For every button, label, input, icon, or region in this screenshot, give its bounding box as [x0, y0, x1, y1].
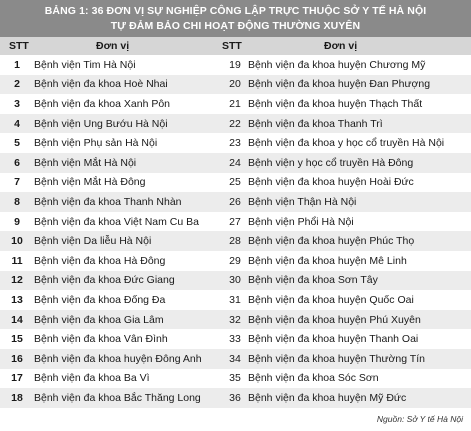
table-row — [0, 329, 471, 349]
column-header-unit-2: Đơn vị — [324, 40, 358, 52]
row-number: 20 — [222, 75, 248, 95]
unit-name: Bệnh viện đa khoa Đức Giang — [34, 271, 222, 291]
table-row — [0, 173, 471, 193]
row-number: 28 — [222, 231, 248, 251]
unit-name: Bệnh viện đa khoa Hà Đông — [34, 251, 222, 271]
unit-name: Bệnh viện đa khoa huyện Thanh Oai — [248, 329, 471, 349]
row-number: 34 — [222, 349, 248, 369]
row-number: 18 — [0, 388, 34, 408]
column-header-row — [0, 37, 471, 55]
row-number: 21 — [222, 94, 248, 114]
row-number: 10 — [0, 231, 34, 251]
unit-name: Bệnh viện đa khoa Ba Vì — [34, 369, 222, 389]
table-row — [0, 133, 471, 153]
unit-name: Bệnh viện Phổi Hà Nội — [248, 212, 471, 232]
hospital-table — [0, 55, 471, 408]
unit-name: Bệnh viện đa khoa huyện Mê Linh — [248, 251, 471, 271]
table-row — [0, 369, 471, 389]
row-number: 5 — [0, 133, 34, 153]
row-number: 27 — [222, 212, 248, 232]
table-row — [0, 349, 471, 369]
table-title — [0, 0, 471, 37]
row-number: 4 — [0, 114, 34, 134]
table-row — [0, 114, 471, 134]
unit-name: Bệnh viện Tim Hà Nội — [34, 55, 222, 75]
unit-name: Bệnh viện đa khoa Xanh Pôn — [34, 94, 222, 114]
row-number: 17 — [0, 369, 34, 389]
unit-name: Bệnh viện đa khoa Sóc Sơn — [248, 369, 471, 389]
table-row — [0, 55, 471, 75]
table-row — [0, 290, 471, 310]
source-note: Nguồn: Sở Y tế Hà Nội — [376, 414, 463, 424]
unit-name: Bệnh viện đa khoa Việt Nam Cu Ba — [34, 212, 222, 232]
unit-name: Bệnh viện đa khoa huyện Chương Mỹ — [248, 55, 471, 75]
row-number: 22 — [222, 114, 248, 134]
unit-name: Bệnh viện đa khoa Hoè Nhai — [34, 75, 222, 95]
row-number: 14 — [0, 310, 34, 330]
table-row — [0, 75, 471, 95]
unit-name: Bệnh viện y học cổ truyền Hà Đông — [248, 153, 471, 173]
row-number: 6 — [0, 153, 34, 173]
table-title-line2: TỰ ĐẢM BẢO CHI HOẠT ĐỘNG THƯỜNG XUYÊN — [110, 20, 361, 32]
row-number: 26 — [222, 192, 248, 212]
unit-name: Bệnh viện đa khoa huyện Quốc Oai — [248, 290, 471, 310]
row-number: 25 — [222, 173, 248, 193]
row-number: 35 — [222, 369, 248, 389]
row-number: 13 — [0, 290, 34, 310]
table-row — [0, 231, 471, 251]
unit-name: Bệnh viện Da liễu Hà Nội — [34, 231, 222, 251]
row-number: 36 — [222, 388, 248, 408]
table-row — [0, 271, 471, 291]
unit-name: Bệnh viện Thận Hà Nội — [248, 192, 471, 212]
row-number: 31 — [222, 290, 248, 310]
row-number: 15 — [0, 329, 34, 349]
table-row — [0, 388, 471, 408]
column-header-stt: STT — [9, 40, 29, 52]
row-number: 12 — [0, 271, 34, 291]
row-number: 16 — [0, 349, 34, 369]
unit-name: Bệnh viện đa khoa Đống Đa — [34, 290, 222, 310]
table-row — [0, 192, 471, 212]
unit-name: Bệnh viện Phụ sản Hà Nội — [34, 133, 222, 153]
row-number: 29 — [222, 251, 248, 271]
row-number: 3 — [0, 94, 34, 114]
row-number: 19 — [222, 55, 248, 75]
column-header-unit: Đơn vị — [96, 40, 130, 52]
unit-name: Bệnh viện đa khoa huyện Phú Xuyên — [248, 310, 471, 330]
row-number: 2 — [0, 75, 34, 95]
unit-name: Bệnh viện Mắt Hà Đông — [34, 173, 222, 193]
unit-name: Bệnh viện đa khoa Vân Đình — [34, 329, 222, 349]
row-number: 7 — [0, 173, 34, 193]
row-number: 33 — [222, 329, 248, 349]
unit-name: Bệnh viện đa khoa huyện Thường Tín — [248, 349, 471, 369]
unit-name: Bệnh viện đa khoa Bắc Thăng Long — [34, 388, 222, 408]
unit-name: Bệnh viện đa khoa huyện Hoài Đức — [248, 173, 471, 193]
unit-name: Bệnh viện đa khoa Thanh Trì — [248, 114, 471, 134]
table-row — [0, 310, 471, 330]
unit-name: Bệnh viện đa khoa Gia Lâm — [34, 310, 222, 330]
row-number: 1 — [0, 55, 34, 75]
unit-name: Bệnh viện đa khoa huyện Mỹ Đức — [248, 388, 471, 408]
unit-name: Bệnh viện Ung Bướu Hà Nội — [34, 114, 222, 134]
row-number: 24 — [222, 153, 248, 173]
unit-name: Bệnh viện đa khoa huyện Phúc Thọ — [248, 231, 471, 251]
row-number: 8 — [0, 192, 34, 212]
table-row — [0, 94, 471, 114]
table-row — [0, 212, 471, 232]
unit-name: Bệnh viện đa khoa huyện Thạch Thất — [248, 94, 471, 114]
row-number: 32 — [222, 310, 248, 330]
row-number: 11 — [0, 251, 34, 271]
row-number: 30 — [222, 271, 248, 291]
column-header-stt-2: STT — [222, 40, 242, 52]
unit-name: Bệnh viện đa khoa Sơn Tây — [248, 271, 471, 291]
unit-name: Bệnh viện Mắt Hà Nội — [34, 153, 222, 173]
unit-name: Bệnh viện đa khoa huyện Đông Anh — [34, 349, 222, 369]
table-row — [0, 153, 471, 173]
table-row — [0, 251, 471, 271]
table-title-line1: BẢNG 1: 36 ĐƠN VỊ SỰ NGHIỆP CÔNG LẬP TRỰC THUỘC SỞ Y TẾ HÀ NỘI — [44, 5, 427, 17]
unit-name: Bệnh viện đa khoa Thanh Nhàn — [34, 192, 222, 212]
unit-name: Bệnh viện đa khoa y học cổ truyền Hà Nội — [248, 133, 471, 153]
row-number: 9 — [0, 212, 34, 232]
unit-name: Bệnh viện đa khoa huyện Đan Phượng — [248, 75, 471, 95]
row-number: 23 — [222, 133, 248, 153]
